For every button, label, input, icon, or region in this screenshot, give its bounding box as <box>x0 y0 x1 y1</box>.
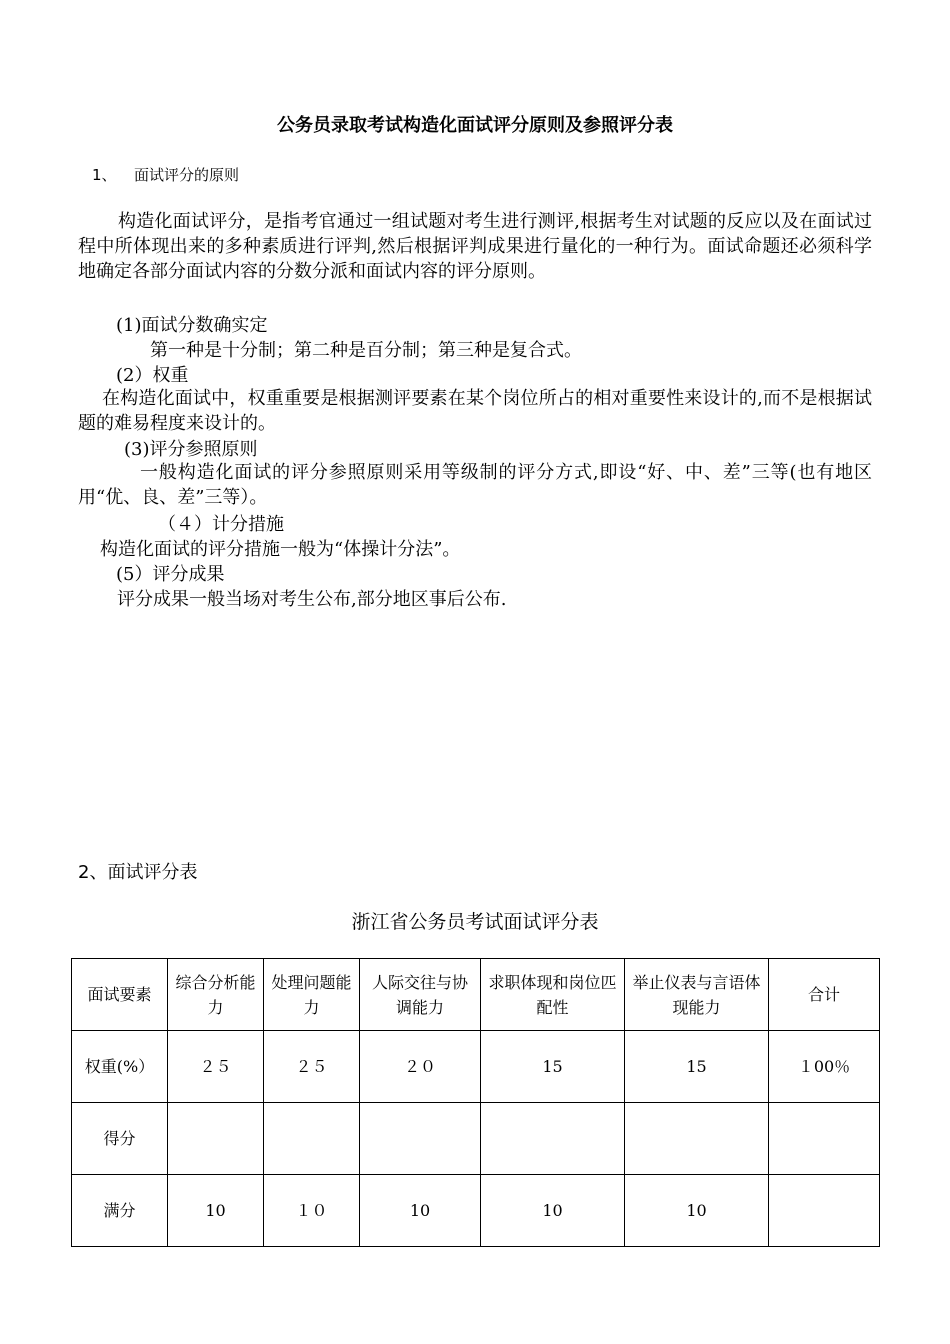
table-cell: 权重(%） <box>72 1031 168 1103</box>
section1-heading <box>92 164 239 185</box>
document-title: 公务员录取考试构造化面试评分原则及参照评分表 <box>277 115 673 136</box>
table-cell: １０ <box>264 1175 360 1247</box>
item3-heading: (3)评分参照原则 <box>124 439 258 460</box>
table-cell: １00％ <box>769 1031 880 1103</box>
table-title: 浙江省公务员考试面试评分表 <box>351 911 599 933</box>
table-row-weight <box>72 1031 880 1103</box>
item5-text: 评分成果一般当场对考生公布,部分地区事后公布. <box>117 589 507 610</box>
table-cell <box>625 1103 769 1175</box>
item3-text: 一般构造化面试的评分参照原则采用等级制的评分方式,即设“好、中、差”三等(也有地区用“优、良、差”三等）。 <box>78 462 872 508</box>
table-cell: ２５ <box>168 1031 264 1103</box>
table-cell: 15 <box>481 1031 625 1103</box>
table-cell: 15 <box>625 1031 769 1103</box>
table-cell: ２５ <box>264 1031 360 1103</box>
item2-text: 在构造化面试中，权重重要是根据测评要素在某个岗位所占的相对重要性来设计的,而不是根据试题的难易程度来设计的。 <box>78 388 872 434</box>
table-cell <box>360 1103 481 1175</box>
table-cell <box>769 1175 880 1247</box>
header-cell: 人际交往与协调能力 <box>360 959 481 1031</box>
table-cell: 10 <box>168 1175 264 1247</box>
table-cell: 满分 <box>72 1175 168 1247</box>
header-cell: 综合分析能力 <box>168 959 264 1031</box>
table-cell <box>168 1103 264 1175</box>
header-cell: 举止仪表与言语体现能力 <box>625 959 769 1031</box>
table-cell: 10 <box>481 1175 625 1247</box>
item1-heading: (1)面试分数确实定 <box>116 315 268 336</box>
section1-number: 1、 <box>92 166 117 184</box>
section2-heading: 2、面试评分表 <box>78 862 198 883</box>
header-cell: 处理问题能力 <box>264 959 360 1031</box>
table-cell: ２０ <box>360 1031 481 1103</box>
header-cell: 面试要素 <box>72 959 168 1031</box>
header-cell: 求职体现和岗位匹配性 <box>481 959 625 1031</box>
item2-heading: (2）权重 <box>116 365 189 386</box>
table-row-score <box>72 1103 880 1175</box>
table-cell: 10 <box>360 1175 481 1247</box>
item1-text: 第一种是十分制；第二种是百分制；第三种是复合式。 <box>150 340 582 361</box>
score-table <box>71 958 880 1247</box>
table-cell: 得分 <box>72 1103 168 1175</box>
section1-title: 面试评分的原则 <box>134 166 240 184</box>
table-cell: 10 <box>625 1175 769 1247</box>
intro-paragraph: 构造化面试评分，是指考官通过一组试题对考生进行测评,根据考生对试题的反应以及在面试过程中所体现出来的多种素质进行评判,然后根据评判成果进行量化的一种行为。面试命题还必须科学地确定各部分面试内容的分数分派和面试内容的评分原则。 <box>78 211 872 282</box>
header-cell: 合计 <box>769 959 880 1031</box>
item5-heading: (5）评分成果 <box>116 564 225 585</box>
item4-heading: （４）计分措施 <box>158 514 284 535</box>
item4-text: 构造化面试的评分措施一般为“体操计分法”。 <box>100 539 461 560</box>
table-header-row <box>72 959 880 1031</box>
table-cell <box>481 1103 625 1175</box>
table-row-full-score <box>72 1175 880 1247</box>
table-cell <box>769 1103 880 1175</box>
table-cell <box>264 1103 360 1175</box>
